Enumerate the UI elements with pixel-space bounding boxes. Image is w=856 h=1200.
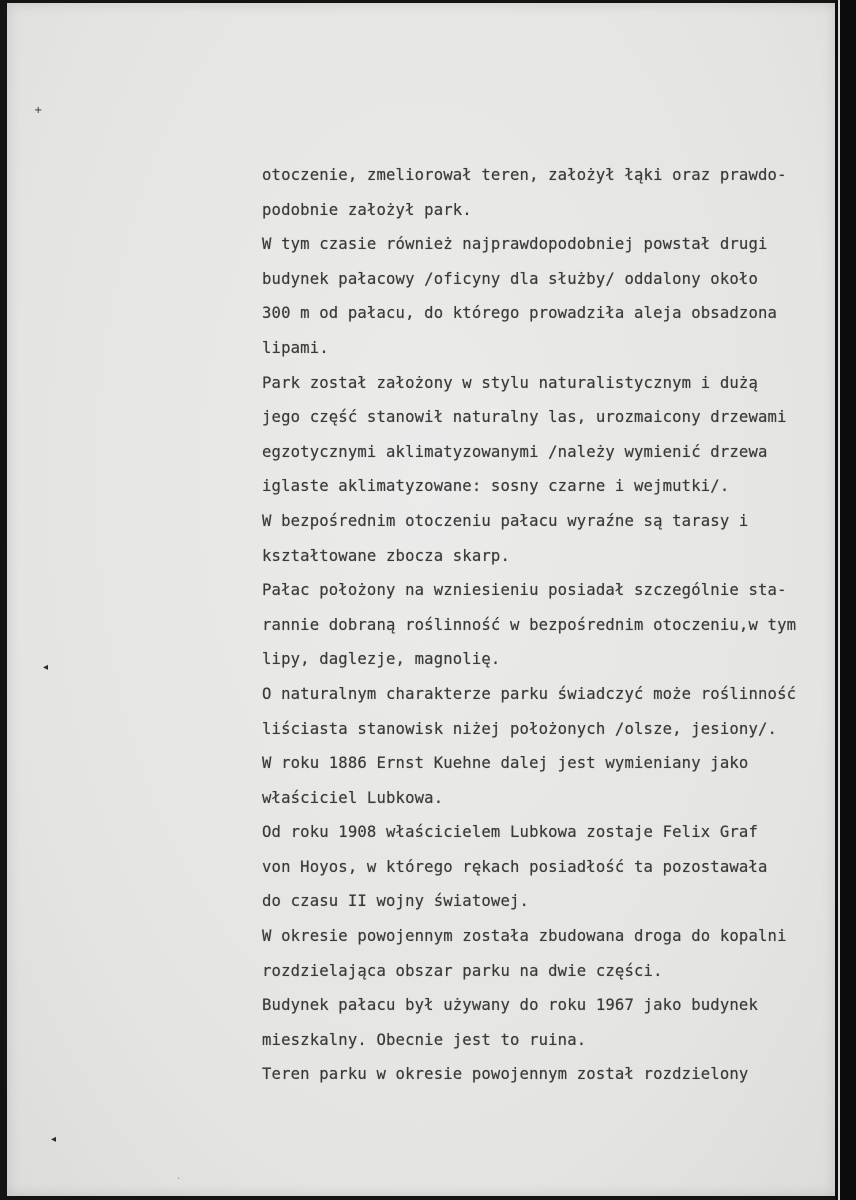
- text-line: kształtowane zbocza skarp.: [262, 546, 510, 565]
- typewritten-text: [262, 158, 847, 1092]
- text-line: egzotycznymi aklimatyzowanymi /należy wymienić drzewa: [262, 442, 768, 461]
- text-line: Od roku 1908 właścicielem Lubkowa zostaje Felix Graf: [262, 823, 758, 842]
- text-line: mieszkalny. Obecnie jest to ruina.: [262, 1030, 587, 1049]
- text-line: von Hoyos, w którego rękach posiadłość ta pozostawała: [262, 857, 768, 876]
- punch-mark: +: [34, 105, 43, 116]
- text-line: O naturalnym charakterze parku świadczyć może roślinność: [262, 684, 797, 703]
- text-line: W bezpośrednim otoczeniu pałacu wyraźne są tarasy i: [262, 511, 749, 530]
- text-line: 300 m od pałacu, do którego prowadziła aleja obsadzona: [262, 304, 778, 323]
- text-line: budynek pałacowy /oficyny dla służby/ oddalony około: [262, 269, 758, 288]
- text-line: jego część stanowił naturalny las, urozmaicony drzewami: [262, 408, 787, 427]
- text-line: W okresie powojennym została zbudowana droga do kopalni: [262, 927, 787, 946]
- text-line: do czasu II wojny światowej.: [262, 892, 530, 911]
- dust-speck: ·: [177, 1174, 181, 1185]
- text-line: W roku 1886 Ernst Kuehne dalej jest wymieniany jako: [262, 754, 749, 773]
- punch-mark: ◂: [51, 1134, 57, 1145]
- text-line: lipy, daglezje, magnolię.: [262, 650, 501, 669]
- text-line: podobnie założył park.: [262, 200, 472, 219]
- text-line: Pałac położony na wzniesieniu posiadał szczególnie sta-: [262, 581, 787, 600]
- text-line: rozdzielająca obszar parku na dwie części.: [262, 961, 663, 980]
- text-line: W tym czasie również najprawdopodobniej powstał drugi: [262, 235, 768, 254]
- text-line: właściciel Lubkowa.: [262, 788, 444, 807]
- text-line: lipami.: [262, 338, 329, 357]
- text-line: liściasta stanowisk niżej położonych /olsze, jesiony/.: [262, 719, 778, 738]
- punch-mark: ◂: [43, 662, 49, 673]
- text-line: iglaste aklimatyzowane: sosny czarne i wejmutki/.: [262, 477, 730, 496]
- text-line: Budynek pałacu był używany do roku 1967 jako budynek: [262, 996, 758, 1015]
- text-line: Park został założony w stylu naturalistycznym i dużą: [262, 373, 758, 392]
- text-line: otoczenie, zmeliorował teren, założył łąki oraz prawdo-: [262, 166, 787, 184]
- text-line: rannie dobraną roślinność w bezpośrednim otoczeniu,w tym: [262, 615, 797, 634]
- text-line: Teren parku w okresie powojennym został rozdzielony: [262, 1065, 749, 1084]
